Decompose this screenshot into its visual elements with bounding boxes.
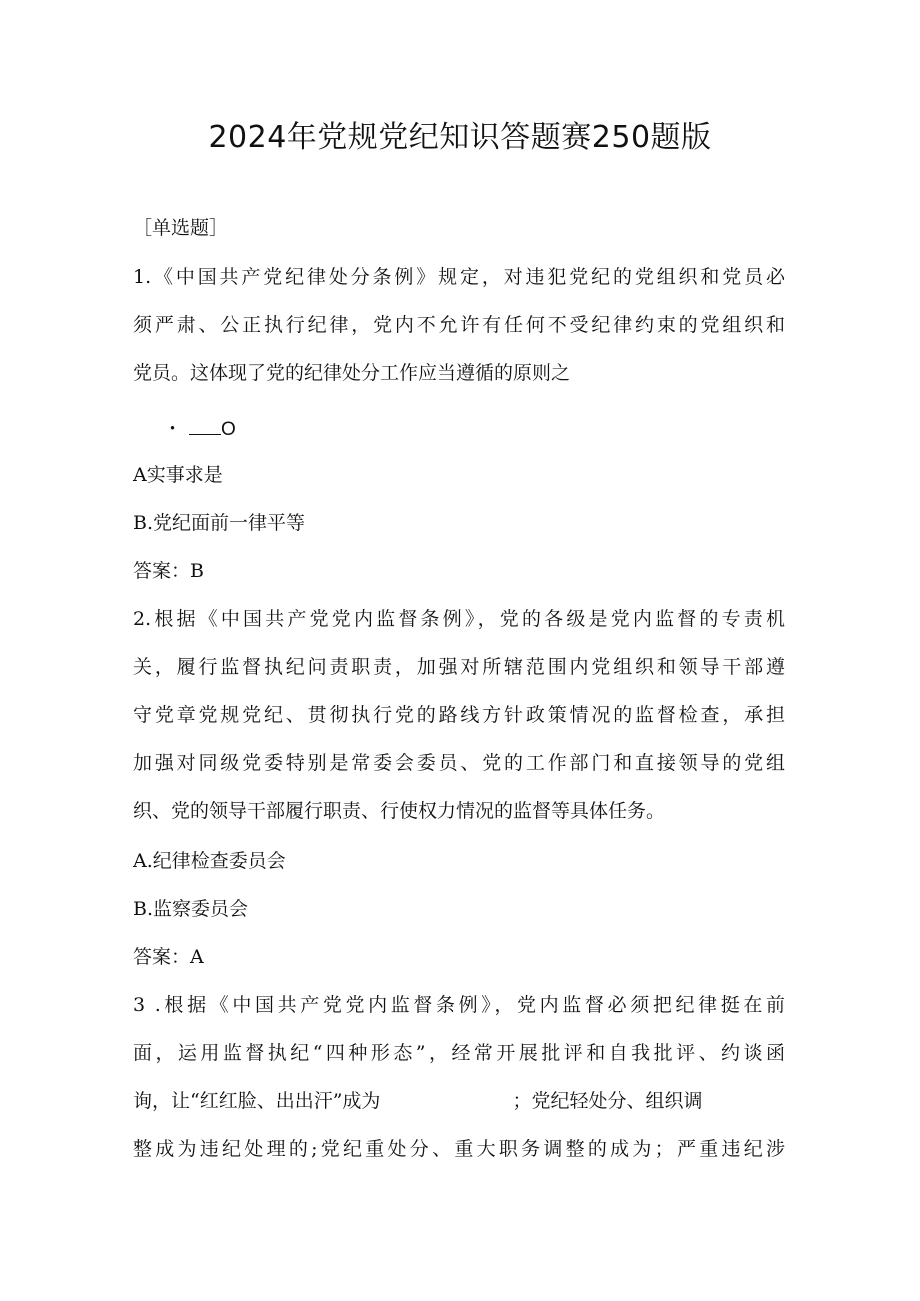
q1-blank	[163, 417, 236, 442]
blank-tail: O	[221, 419, 236, 440]
q1-line-1: 1.《中国共产党纪律处分条例》规定，对违犯党纪的党组织和党员必	[133, 266, 785, 288]
q2-line-1: 2.根据《中国共产党党内监督条例》，党的各级是党内监督的专责机	[133, 608, 785, 630]
q1-line-3: 党员。这体现了党的纪律处分工作应当遵循的原则之	[133, 362, 571, 384]
q3-line-4: 整成为违纪处理的;党纪重处分、重大职务调整的成为；严重违纪涉	[133, 1138, 785, 1160]
q3-line-2: 面，运用监督执纪“四种形态”，经常开展批评和自我批评、约谈函	[133, 1042, 785, 1064]
q2-option-a: A.纪律检查委员会	[133, 850, 286, 872]
q2-line-5: 织、党的领导干部履行职责、行使权力情况的监督等具体任务。	[133, 800, 666, 822]
q2-line-2: 关，履行监督执纪问责职责，加强对所辖范围内党组织和领导干部遵	[133, 656, 785, 678]
q2-answer: 答案：A	[133, 946, 204, 968]
bullet-dot: ・	[163, 418, 183, 440]
q1-answer: 答案：B	[133, 560, 204, 582]
q3-line-3-end: ；党纪轻处分、组织调	[512, 1090, 703, 1112]
q3-line-3	[133, 1089, 702, 1113]
q1-option-b: B.党纪面前一律平等	[133, 512, 306, 534]
q1-option-a: A实事求是	[133, 464, 223, 486]
q3-line-3-start: 询，让“红红脸、出出汗”成为	[133, 1090, 381, 1112]
document-title: 2024年党规党纪知识答题赛250题版	[208, 120, 712, 155]
answer-blank	[189, 418, 221, 435]
q1-line-2: 须严肃、公正执行纪律，党内不允许有任何不受纪律约束的党组织和	[133, 314, 785, 336]
q2-option-b: B.监察委员会	[133, 898, 249, 920]
q2-line-4: 加强对同级党委特别是常委会委员、党的工作部门和直接领导的党组	[133, 752, 785, 774]
q3-line-1: 3 .根据《中国共产党党内监督条例》，党内监督必须把纪律挺在前	[133, 994, 785, 1016]
q2-line-3: 守党章党规党纪、贯彻执行党的路线方针政策情况的监督检查，承担	[133, 704, 785, 726]
section-label: ［单选题］	[133, 217, 229, 239]
